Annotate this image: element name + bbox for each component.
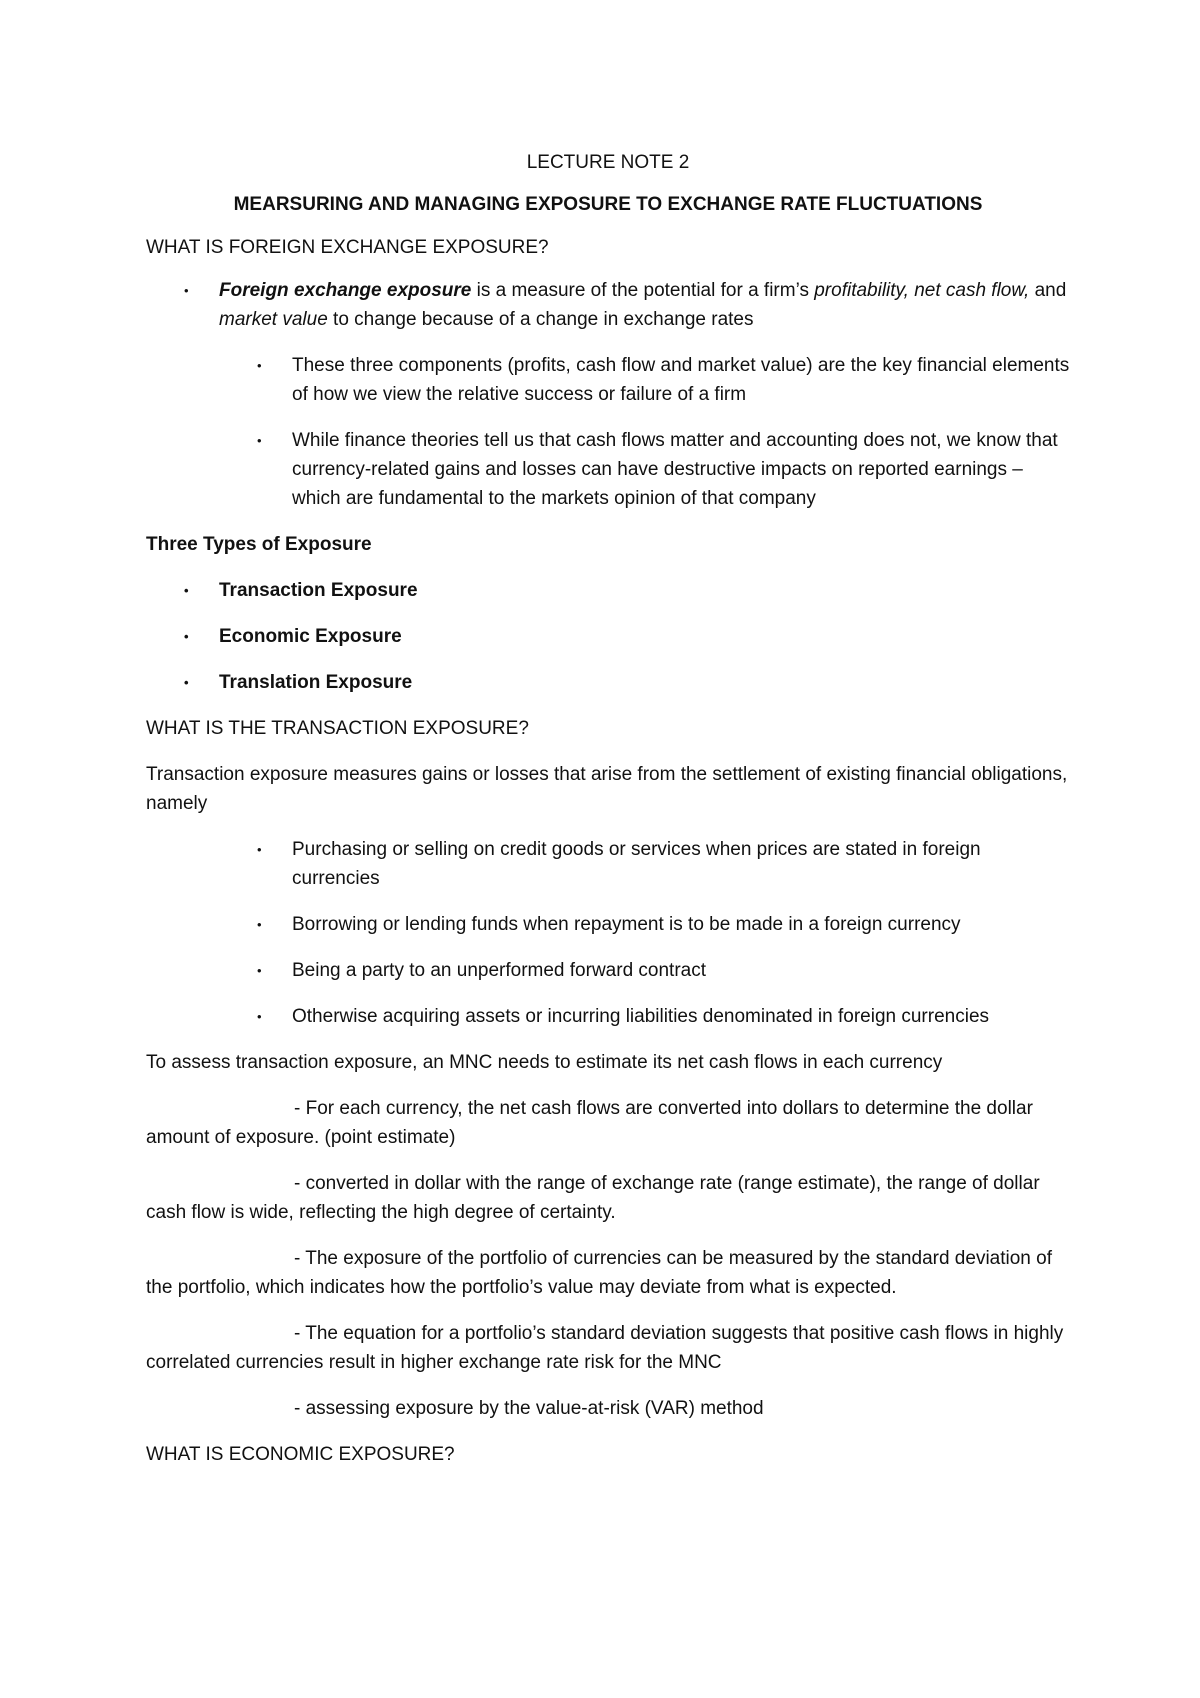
list-item: [257, 835, 1070, 893]
question-transaction: WHAT IS THE TRANSACTION EXPOSURE?: [146, 718, 529, 739]
dash-paragraph: - For each currency, the net cash flows are converted into dollars to determine the dollar amount of exposure. (point estimate): [146, 1098, 1033, 1148]
list-item: [257, 426, 1070, 513]
list-item: [184, 622, 1070, 651]
dash-paragraph: - converted in dollar with the range of exchange rate (range estimate), the range of dollar cash flow is wide, reflecting the high degree of certainty.: [146, 1173, 1040, 1223]
assess-intro: To assess transaction exposure, an MNC needs to estimate its net cash flows in each currency: [146, 1052, 943, 1073]
transaction-item: Purchasing or selling on credit goods or services when prices are stated in foreign currencies: [292, 839, 981, 889]
bullet-icon: •: [184, 675, 189, 690]
bullet-icon: •: [184, 629, 189, 644]
type-label: Economic Exposure: [219, 626, 402, 647]
bullet-icon: •: [257, 358, 262, 373]
definition-list: [146, 276, 1070, 334]
definition-term: Foreign exchange exposure: [219, 280, 472, 301]
dash-paragraph: - The exposure of the portfolio of currencies can be measured by the standard deviation of the portfolio, which indicates how the portfolio’s value may deviate from what is expected.: [146, 1248, 1052, 1298]
question-foreign-exchange: WHAT IS FOREIGN EXCHANGE EXPOSURE?: [146, 237, 549, 258]
sub-bullet-text: These three components (profits, cash flow and market value) are the key financial elements of how we view the relative success or failure of a firm: [292, 355, 1070, 405]
bullet-icon: •: [257, 963, 262, 978]
list-item: [257, 910, 1070, 939]
type-label: Translation Exposure: [219, 672, 413, 693]
lecture-title: LECTURE NOTE 2: [526, 152, 690, 173]
sub-bullet-list: [146, 351, 1070, 513]
bullet-icon: •: [257, 917, 262, 932]
list-item: [184, 576, 1070, 605]
dash-paragraph: - assessing exposure by the value-at-risk (VAR) method: [294, 1398, 764, 1419]
transaction-item: Borrowing or lending funds when repayment is to be made in a foreign currency: [292, 914, 961, 935]
list-item: [257, 956, 1070, 985]
definition-italic-2: market value: [219, 309, 328, 330]
bullet-icon: •: [257, 842, 262, 857]
definition-italic-1: profitability, net cash flow,: [814, 280, 1030, 301]
question-economic: WHAT IS ECONOMIC EXPOSURE?: [146, 1444, 455, 1465]
list-item: [184, 668, 1070, 697]
dash-paragraph: - The equation for a portfolio’s standard deviation suggests that positive cash flows in highly correlated currencies result in higher exchange rate risk for the MNC: [146, 1323, 1064, 1373]
definition-text-2: and: [1029, 280, 1067, 301]
types-heading: Three Types of Exposure: [146, 534, 372, 555]
bullet-icon: •: [257, 433, 262, 448]
bullet-icon: •: [257, 1009, 262, 1024]
transaction-item: Being a party to an unperformed forward contract: [292, 960, 707, 981]
transaction-intro: Transaction exposure measures gains or losses that arise from the settlement of existing financial obligations, namely: [146, 764, 1068, 814]
transaction-item: Otherwise acquiring assets or incurring liabilities denominated in foreign currencies: [292, 1006, 990, 1027]
list-item: [257, 351, 1070, 409]
definition-text-3: to change because of a change in exchange rates: [327, 309, 754, 330]
types-list: [146, 576, 1070, 697]
transaction-list: [146, 835, 1070, 1031]
bullet-icon: •: [184, 583, 189, 598]
sub-bullet-text: While finance theories tell us that cash flows matter and accounting does not, we know that currency-related gains and losses can have destructive impacts on reported earnings – which are fundamental to the markets opinion of that company: [292, 430, 1058, 509]
bullet-icon: •: [184, 283, 189, 298]
list-item: [257, 1002, 1070, 1031]
type-label: Transaction Exposure: [219, 580, 418, 601]
definition-bullet: [184, 276, 1070, 334]
main-heading: MEARSURING AND MANAGING EXPOSURE TO EXCHANGE RATE FLUCTUATIONS: [233, 194, 983, 215]
definition-text-1: is a measure of the potential for a firm’s: [471, 280, 815, 301]
